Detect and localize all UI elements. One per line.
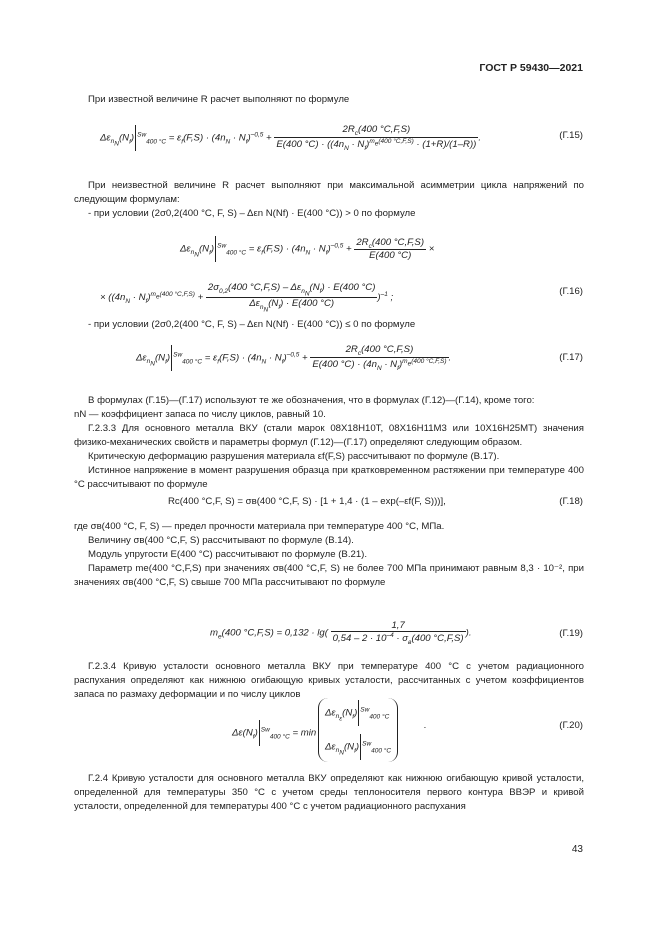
equation-number: (Г.16) <box>559 286 583 297</box>
document-header: ГОСТ Р 59430—2021 <box>479 62 583 74</box>
equation-number: (Г.19) <box>559 628 583 639</box>
paragraph: Величину σв(400 °С,F, S) рассчитывают по формуле (В.14). <box>88 535 354 546</box>
paragraph: Модуль упругости E(400 °С) рассчитывают по формуле (В.21). <box>88 549 368 560</box>
paragraph: В формулах (Г.15)—(Г.17) используют те же обозначения, что в формулах (Г.12)—(Г.14), кроме того: <box>88 395 535 406</box>
bullet-item: - при условии (2σ0,2(400 °С, F, S) – Δεn N(Nf) · E(400 °С)) ≤ 0 по формуле <box>88 319 416 330</box>
paragraph: Г.2.4 Кривую усталости для основного металла ВКУ определяют как нижнюю огибающую кривой усталости, определенной для температуры 350 °С с учетом среды теплоносителя первого контура ВВЭР и кривой усталости, определенной для температуры 400 °С с учетом радиационного распухания <box>74 773 584 812</box>
paragraph: Критическую деформацию разрушения материала εf(F,S) рассчитывают по формуле (В.17). <box>88 451 500 462</box>
page-number: 43 <box>571 844 583 855</box>
paragraph: При неизвестной величине R расчет выполняют при максимальной асимметрии цикла напряжений по следующим формулам: <box>74 180 584 205</box>
bullet-item: - при условии (2σ0,2(400 °С, F, S) – Δεn N(Nf) · E(400 °С)) > 0 по формуле <box>88 208 416 219</box>
paragraph: Параметр mе(400 °С,F,S) при значениях σв(400 °С,F, S) не более 700 МПа принимают равным 8,3 · 10⁻², при значениях σв(400 °С,F, S) свыше 700 МПа рассчитывают по формуле <box>74 563 584 588</box>
paragraph: nN — коэффициент запаса по числу циклов, равный 10. <box>74 409 326 420</box>
paragraph: Г.2.3.4 Кривую усталости основного металла ВКУ при температуре 400 °С с учетом радиационного распухания определяют как нижнюю огибающую кривых усталости, рассчитанных с учетом коэффициентов запаса по размаху деформации и по числу циклов <box>74 661 584 700</box>
equation-number: (Г.15) <box>559 130 583 141</box>
paragraph: При известной величине R расчет выполняют по формуле <box>88 94 350 105</box>
paragraph: где σв(400 °С, F, S) — предел прочности материала при температуре 400 °С, МПа. <box>74 521 445 532</box>
equation-number: (Г.20) <box>559 720 583 731</box>
equation-number: (Г.18) <box>559 496 583 507</box>
equation-number: (Г.17) <box>559 352 583 363</box>
paragraph: Г.2.3.3 Для основного металла ВКУ (стали марок 08Х18Н10Т, 08Х16Н11М3 или 10Х16Н25МТ) значения физико-механических свойств и параметры формул (Г.12)—(Г.17) определяют следующим образом. <box>74 423 584 448</box>
equation-text: Rc(400 °С,F, S) = σв(400 °С,F, S) · [1 + 1,4 · (1 – exp(–εf(F, S)))], <box>168 496 446 507</box>
paragraph: Истинное напряжение в момент разрушения образца при кратковременном растяжении при температуре 400 °С рассчитывают по формуле <box>74 465 584 490</box>
